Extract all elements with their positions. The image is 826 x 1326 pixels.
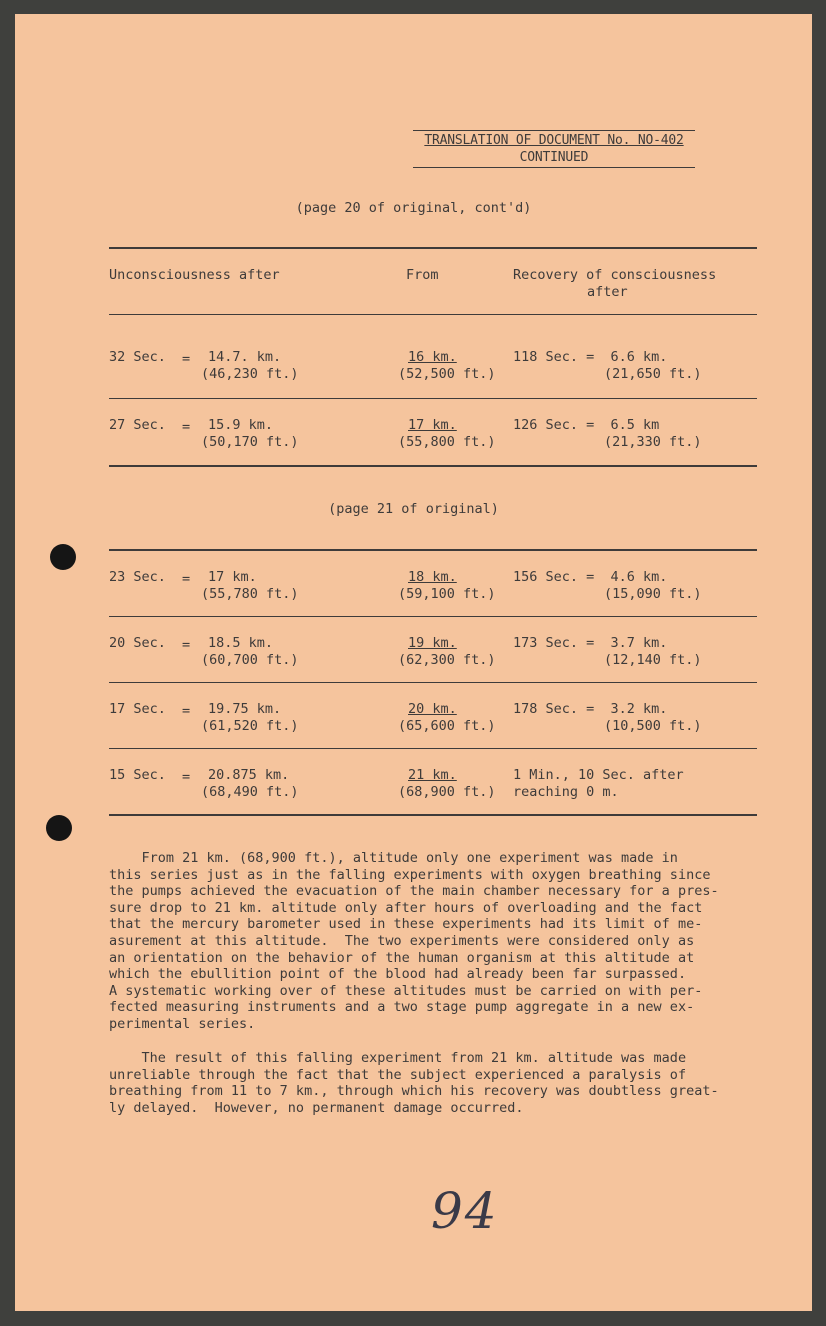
- from-altitude-km: 16 km.: [408, 349, 457, 365]
- from-altitude-km: 17 km.: [408, 417, 457, 433]
- from-altitude-km: 21 km.: [408, 767, 457, 783]
- column-header-from: From: [406, 267, 439, 283]
- header-rule: [109, 314, 757, 315]
- from-altitude-ft: (62,300 ft.): [398, 652, 496, 668]
- unconscious-altitude-km: 18.5 km.: [208, 635, 274, 651]
- header-title: TRANSLATION OF DOCUMENT No. NO-402: [424, 133, 684, 148]
- unconscious-seconds: 15 Sec.: [109, 767, 166, 783]
- paragraph-line: unreliable through the fact that the subject experienced a paralysis of: [109, 1066, 687, 1083]
- unconscious-seconds: 32 Sec.: [109, 349, 166, 365]
- page-21-note: (page 21 of original): [328, 501, 499, 517]
- paragraph-line: The result of this falling experiment from 21 km. altitude was made: [109, 1050, 687, 1066]
- paragraph-line: asurement at this altitude. The two experiments were considered only as: [109, 932, 695, 949]
- unconscious-altitude-km: 20.875 km.: [208, 767, 290, 783]
- from-altitude-ft: (52,500 ft.): [398, 366, 496, 382]
- recovery-time: 126 Sec. = 6.5 km: [513, 417, 660, 433]
- binder-hole: [46, 815, 72, 841]
- recovery-altitude-ft: (21,650 ft.): [604, 366, 702, 382]
- header-bottom-rule: [413, 167, 695, 168]
- page-20-note: (page 20 of original, cont'd): [295, 200, 532, 216]
- document-header: [413, 130, 695, 168]
- recovery-altitude-ft: (15,090 ft.): [604, 586, 702, 602]
- table-top-rule: [109, 247, 757, 249]
- from-altitude-ft: (65,600 ft.): [398, 718, 496, 734]
- from-altitude-km: 20 km.: [408, 701, 457, 717]
- paragraph-line: ly delayed. However, no permanent damage occurred.: [109, 1099, 524, 1116]
- unconscious-altitude-ft: (55,780 ft.): [201, 586, 299, 602]
- paragraph-line: A systematic working over of these altitudes must be carried on with per-: [109, 982, 703, 999]
- column-header-recovery-after: after: [587, 284, 628, 300]
- equals-sign: =: [182, 351, 191, 367]
- equals-sign: =: [182, 769, 191, 785]
- row-rule: [109, 748, 757, 749]
- recovery-altitude-ft: (10,500 ft.): [604, 718, 702, 734]
- equals-sign: =: [182, 637, 191, 653]
- unconscious-seconds: 17 Sec.: [109, 701, 166, 717]
- unconscious-seconds: 20 Sec.: [109, 635, 166, 651]
- table-top-rule: [109, 549, 757, 551]
- unconscious-altitude-ft: (46,230 ft.): [201, 366, 299, 382]
- paragraph-line: the pumps achieved the evacuation of the main chamber necessary for a pres-: [109, 883, 719, 900]
- unconscious-altitude-km: 19.75 km.: [208, 701, 282, 717]
- row-rule: [109, 465, 757, 467]
- recovery-reaching: reaching 0 m.: [513, 784, 619, 800]
- unconscious-altitude-km: 17 km.: [208, 569, 257, 585]
- paragraph-line: which the ebullition point of the blood had already been far surpassed.: [109, 966, 687, 983]
- unconscious-seconds: 27 Sec.: [109, 417, 166, 433]
- equals-sign: =: [182, 419, 191, 435]
- paragraph-line: breathing from 11 to 7 km., through which his recovery was doubtless great-: [109, 1083, 719, 1100]
- document-page: [15, 14, 812, 1311]
- column-header-unconsciousness: Unconsciousness after: [109, 267, 280, 283]
- recovery-altitude-ft: (12,140 ft.): [604, 652, 702, 668]
- row-rule: [109, 682, 757, 683]
- row-rule: [109, 398, 757, 399]
- unconscious-altitude-ft: (68,490 ft.): [201, 784, 299, 800]
- table-bottom-rule: [109, 814, 757, 816]
- recovery-time: 118 Sec. = 6.6 km.: [513, 349, 668, 365]
- unconscious-altitude-ft: (60,700 ft.): [201, 652, 299, 668]
- row-rule: [109, 616, 757, 617]
- column-header-recovery: Recovery of consciousness: [513, 267, 717, 283]
- paragraph-altitude-experiments: [109, 850, 749, 1033]
- equals-sign: =: [182, 703, 191, 719]
- from-altitude-ft: (55,800 ft.): [398, 434, 496, 450]
- recovery-time: 156 Sec. = 4.6 km.: [513, 569, 668, 585]
- unconscious-altitude-km: 15.9 km.: [208, 417, 274, 433]
- unconscious-seconds: 23 Sec.: [109, 569, 166, 585]
- paragraph-line: that the mercury barometer used in these experiments had its limit of me-: [109, 916, 703, 933]
- recovery-time: 1 Min., 10 Sec. after: [513, 767, 684, 783]
- header-subtitle: CONTINUED: [519, 150, 589, 165]
- from-altitude-ft: (68,900 ft.): [398, 784, 496, 800]
- equals-sign: =: [182, 571, 191, 587]
- binder-hole: [50, 544, 76, 570]
- unconscious-altitude-ft: (50,170 ft.): [201, 434, 299, 450]
- unconscious-altitude-km: 14.7. km.: [208, 349, 282, 365]
- from-altitude-km: 18 km.: [408, 569, 457, 585]
- recovery-time: 178 Sec. = 3.2 km.: [513, 701, 668, 717]
- unconscious-altitude-ft: (61,520 ft.): [201, 718, 299, 734]
- paragraph-line: perimental series.: [109, 1015, 256, 1032]
- paragraph-line: this series just as in the falling experiments with oxygen breathing since: [109, 866, 711, 883]
- from-altitude-ft: (59,100 ft.): [398, 586, 496, 602]
- paragraph-result: [109, 1050, 749, 1116]
- handwritten-page-number: 94: [431, 1182, 499, 1240]
- paragraph-line: From 21 km. (68,900 ft.), altitude only one experiment was made in: [109, 850, 678, 866]
- recovery-time: 173 Sec. = 3.7 km.: [513, 635, 668, 651]
- from-altitude-km: 19 km.: [408, 635, 457, 651]
- header-top-rule: [413, 130, 695, 131]
- paragraph-line: fected measuring instruments and a two stage pump aggregate in a new ex-: [109, 999, 695, 1016]
- recovery-altitude-ft: (21,330 ft.): [604, 434, 702, 450]
- paragraph-line: sure drop to 21 km. altitude only after hours of overloading and the fact: [109, 899, 703, 916]
- paragraph-line: an orientation on the behavior of the human organism at this altitude at: [109, 949, 695, 966]
